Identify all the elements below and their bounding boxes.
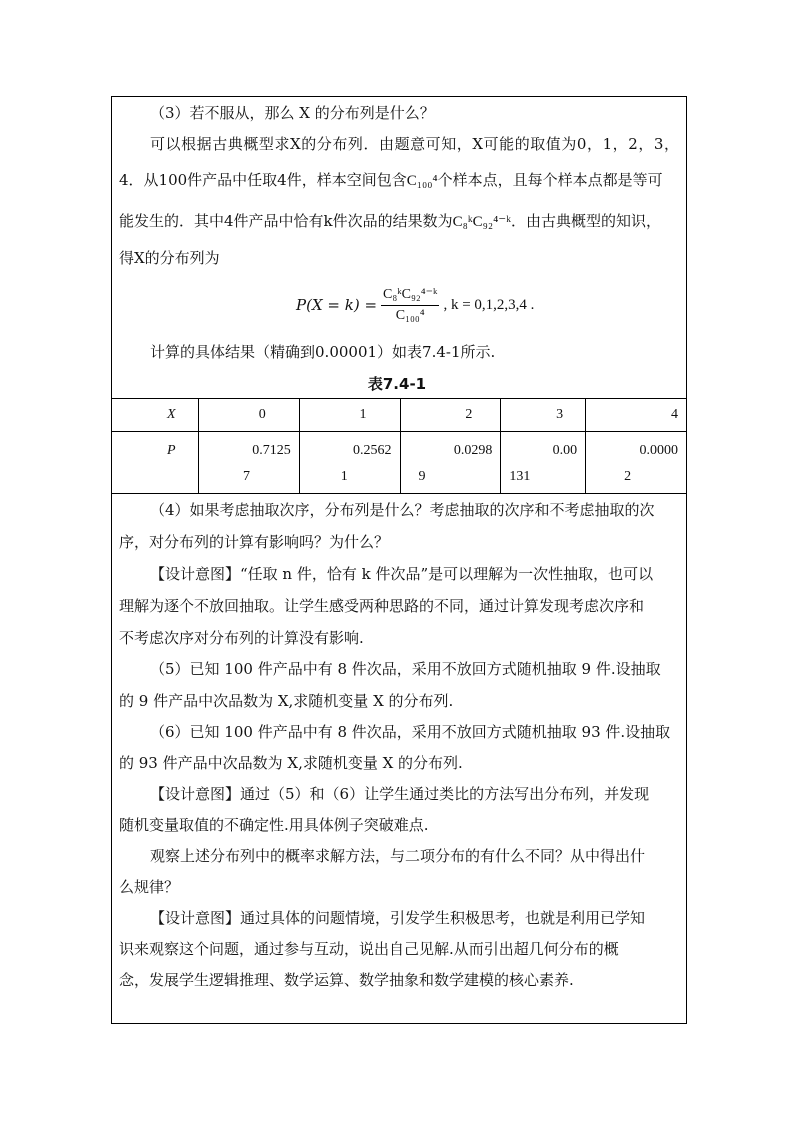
table-p-3-bottom: 131 — [509, 469, 531, 484]
table-p-2-bottom: 9 — [418, 469, 426, 484]
formula-denominator: C₁₀₀⁴ — [395, 308, 425, 323]
table-row-p — [112, 432, 687, 494]
table-p-0-top: 0.7125 — [252, 443, 291, 458]
para-1-line-3 — [119, 211, 679, 232]
para-2: 计算的具体结果（精确到0.00001）如表7.4-1所示. — [150, 343, 496, 361]
table-p-2-top: 0.0298 — [453, 443, 493, 458]
design-intent-1-line-3: 不考虑次序对分布列的计算没有影响. — [119, 629, 364, 647]
table-header-p: P — [112, 432, 199, 494]
inline-combination-c8-c92: C₈ᵏC₉₂⁴⁻ᵏ — [452, 214, 511, 230]
para-1-line-4: 得X的分布列为 — [119, 249, 220, 267]
table-row-x — [112, 399, 687, 432]
design-intent-2-line-2: 随机变量取值的不确定性.用具体例子突破难点. — [119, 816, 429, 834]
question-5-line-1: （5）已知 100 件产品中有 8 件次品，采用不放回方式随机抽取 9 件.设抽取 — [150, 660, 661, 678]
design-intent-2-line-1: 【设计意图】通过（5）和（6）让学生通过类比的方法写出分布列，并发现 — [150, 785, 650, 803]
table-p-4 — [586, 432, 687, 494]
table-p-4-top: 0.0000 — [639, 443, 678, 458]
table-p-3 — [501, 432, 586, 494]
question-6-line-1: （6）已知 100 件产品中有 8 件次品，采用不放回方式随机抽取 93 件.设抽取 — [150, 723, 671, 741]
observation-line-2: 么规律？ — [119, 878, 180, 896]
question-5-line-2: 的 9 件产品中次品数为 X,求随机变量 X 的分布列. — [119, 692, 454, 710]
design-intent-1-line-2: 理解为逐个不放回抽取。让学生感受两种思路的不同，通过计算发现考虑次序和 — [119, 597, 645, 615]
design-intent-3-line-3: 念，发展学生逻辑推理、数学运算、数学抽象和数学建模的核心素养. — [119, 971, 574, 989]
question-3: （3）若不服从，那么 X 的分布列是什么？ — [150, 104, 435, 122]
table-header-x: X — [112, 399, 199, 432]
design-intent-3-line-1: 【设计意图】通过具体的问题情境，引发学生积极思考，也就是利用已学知 — [150, 909, 646, 927]
table-x-4: 4 — [586, 399, 687, 432]
formula-fraction — [381, 286, 439, 324]
para-1-line-2b: 个样本点，且每个样本点都是等可 — [437, 171, 663, 189]
table-caption: 表7.4-1 — [367, 375, 427, 393]
table-x-0: 0 — [198, 399, 299, 432]
table-p-1-top: 0.2562 — [353, 443, 392, 458]
formula-lhs: P(X = k) = — [296, 296, 378, 314]
table-p-3-top: 0.00 — [552, 443, 578, 458]
design-intent-1-line-1: 【设计意图】“任取 n 件，恰有 k 件次品”是可以理解为一次性抽取，也可以 — [150, 565, 654, 583]
table-p-2 — [400, 432, 501, 494]
table-x-3: 3 — [501, 399, 586, 432]
formula-numerator: C₈ᵏC₉₂⁴⁻ᵏ — [381, 286, 439, 306]
table-p-1-bottom: 1 — [340, 469, 348, 484]
para-1-line-1: 可以根据古典概型求X的分布列．由题意可知，X可能的取值为0，1，2，3， — [150, 135, 679, 153]
inline-combination-c100: C₁₀₀⁴ — [406, 173, 438, 189]
para-1-line-2 — [119, 170, 679, 191]
distribution-table — [111, 398, 687, 494]
design-intent-3-line-2: 识来观察这个问题，通过参与互动，说出自己见解.从而引出超几何分布的概 — [119, 940, 619, 958]
formula-rhs: , k = 0,1,2,3,4 . — [443, 296, 535, 313]
table-p-4-bottom: 2 — [624, 469, 632, 484]
observation-line-1: 观察上述分布列中的概率求解方法，与二项分布的有什么不同？从中得出什 — [150, 847, 646, 865]
para-1-line-3a: 能发生的．其中4件产品中恰有k件次品的结果数为 — [119, 212, 453, 230]
table-p-1 — [299, 432, 400, 494]
para-1-line-3b: ．由古典概型的知识， — [510, 212, 661, 230]
distribution-formula — [296, 281, 534, 329]
question-4-line-2: 序，对分布列的计算有影响吗？为什么？ — [119, 533, 390, 551]
para-1-line-2a: 4．从100件产品中任取4件，样本空间包含 — [119, 171, 407, 189]
table-p-0 — [198, 432, 299, 494]
question-4-line-1: （4）如果考虑抽取次序，分布列是什么？考虑抽取的次序和不考虑抽取的次 — [150, 501, 655, 519]
table-x-1: 1 — [299, 399, 400, 432]
table-p-0-bottom: 7 — [242, 469, 250, 484]
question-6-line-2: 的 93 件产品中次品数为 X,求随机变量 X 的分布列. — [119, 754, 463, 772]
table-x-2: 2 — [400, 399, 501, 432]
